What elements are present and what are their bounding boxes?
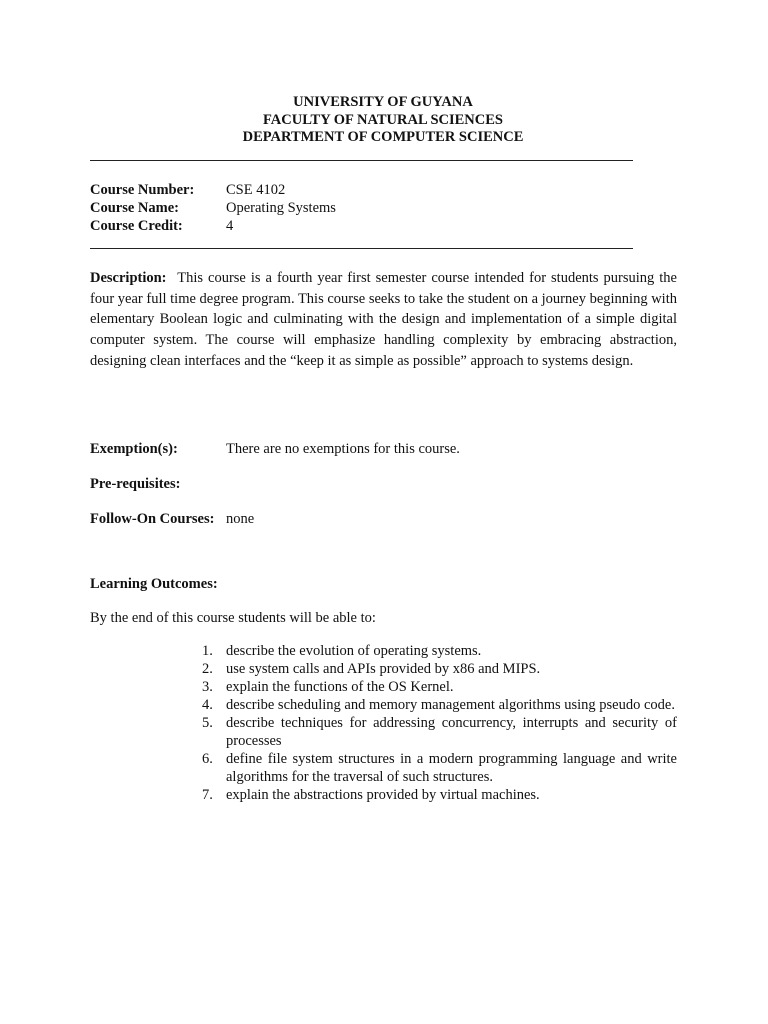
course-name-label: Course Name: (90, 200, 179, 216)
follow-on-row (90, 510, 254, 528)
list-item (190, 750, 677, 786)
follow-on-label: Follow-On Courses: (90, 511, 215, 527)
course-info (90, 181, 336, 235)
list-item-text: explain the abstractions provided by virtual machines. (226, 787, 540, 803)
course-number-label: Course Number: (90, 182, 195, 198)
course-info-divider (90, 248, 633, 249)
exemptions-label: Exemption(s): (90, 441, 178, 457)
course-name-value: Operating Systems (226, 200, 336, 216)
follow-on-value: none (226, 511, 255, 527)
description-label: Description: (90, 270, 167, 286)
list-item-text: define file system structures in a modern programming language and write algorithms for the traversal of such structures. (226, 751, 677, 785)
list-item-number: 2. (202, 661, 213, 677)
list-item (190, 696, 677, 714)
course-credit-value: 4 (226, 218, 234, 234)
list-item (190, 714, 677, 750)
list-item (190, 660, 677, 678)
exemptions-row (90, 440, 460, 458)
header-divider (90, 160, 633, 161)
list-item-number: 4. (202, 697, 213, 713)
list-item (190, 642, 677, 660)
learning-outcomes-list (190, 642, 677, 804)
description-paragraph (90, 268, 677, 372)
list-item-text: describe techniques for addressing concurrency, interrupts and security of processes (226, 715, 677, 749)
prerequisites-row (90, 475, 226, 493)
list-item (190, 786, 677, 804)
list-item-text: describe scheduling and memory management algorithms using pseudo code. (226, 697, 675, 713)
list-item (190, 678, 677, 696)
department-name: DEPARTMENT OF COMPUTER SCIENCE (242, 129, 524, 145)
document-header (90, 94, 676, 147)
learning-outcomes-intro: By the end of this course students will be able to: (90, 610, 376, 626)
list-item-text: describe the evolution of operating systems. (226, 643, 482, 659)
description-text: This course is a fourth year first semester course intended for students pursuing the four year full time degree program. This course seeks to take the student on a journey beginning with elementary Boolean logic and culminating with the design and implementation of a simple digital computer system. The course will emphasize handling complexity by embracing abstraction, designing clean interfaces and the “keep it as simple as possible” approach to systems design. (90, 270, 677, 369)
faculty-name: FACULTY OF NATURAL SCIENCES (263, 111, 503, 128)
list-item-text: use system calls and APIs provided by x86 and MIPS. (226, 661, 541, 677)
list-item-number: 7. (202, 787, 213, 803)
course-number-value: CSE 4102 (226, 182, 286, 198)
course-credit-label: Course Credit: (90, 218, 183, 234)
course-credit-row (90, 217, 336, 235)
list-item-text: explain the functions of the OS Kernel. (226, 679, 454, 695)
list-item-number: 5. (202, 715, 213, 731)
list-item-number: 1. (202, 643, 213, 659)
learning-outcomes-heading: Learning Outcomes: (90, 576, 218, 592)
course-number-row (90, 181, 336, 199)
list-item-number: 6. (202, 751, 213, 767)
prerequisites-label: Pre-requisites: (90, 476, 181, 492)
course-name-row (90, 199, 336, 217)
university-name: UNIVERSITY OF GUYANA (293, 94, 473, 110)
exemptions-value: There are no exemptions for this course. (226, 441, 460, 457)
list-item-number: 3. (202, 679, 213, 695)
